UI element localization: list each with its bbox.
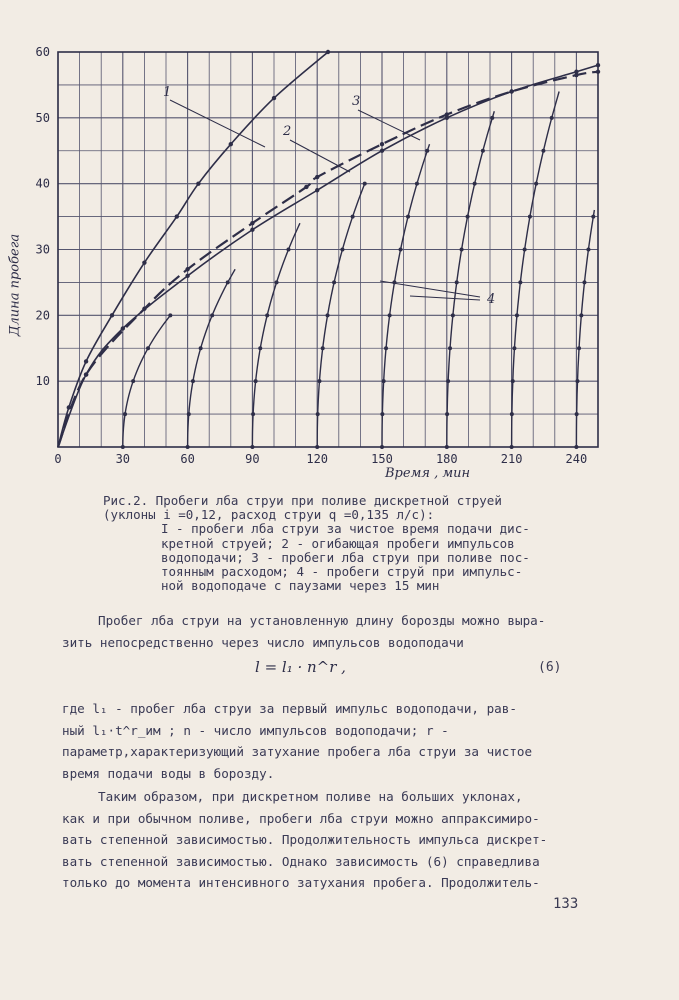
caption-line: (уклоны i =0,12, расход струи q =0,135 л/с): — [103, 507, 435, 523]
series-point-1 — [326, 50, 330, 54]
x-tick-label: 90 — [245, 452, 260, 466]
pulse-point — [586, 248, 590, 252]
pulse-point — [388, 313, 392, 317]
pulse-point — [286, 248, 290, 252]
pulse-point — [446, 379, 450, 383]
pulse-point — [575, 379, 579, 383]
pulse-point — [210, 313, 214, 317]
curve-annotation: 1 — [163, 85, 172, 100]
pulse-point — [490, 116, 494, 120]
x-tick-label: 150 — [371, 452, 393, 466]
pulse-point — [510, 445, 514, 449]
pulse-point — [316, 412, 320, 416]
figure-caption — [103, 494, 573, 593]
pulse-point — [399, 248, 403, 252]
x-tick-label: 210 — [500, 452, 523, 466]
pulse-point — [382, 379, 386, 383]
pulse-curve — [512, 92, 560, 448]
series-point-1 — [196, 181, 200, 185]
series-point-2 — [185, 274, 189, 278]
caption-line: I - пробеги лба струи за чистое время подачи дис- — [161, 521, 530, 537]
pulse-point — [510, 412, 514, 416]
pulse-point — [451, 313, 455, 317]
pulse-point — [515, 313, 519, 317]
x-tick-label: 180 — [435, 452, 458, 466]
pulse-point — [579, 313, 583, 317]
annotation-leader — [380, 281, 480, 297]
series-point-3 — [315, 175, 319, 179]
pulse-point — [123, 412, 127, 416]
pulse-curve — [252, 223, 300, 447]
pulse-point — [199, 346, 203, 350]
caption-line: водоподачи; 3 - пробеги лба струи при поливе пос- — [161, 549, 530, 565]
series-point-3 — [509, 89, 513, 93]
x-tick-label: 60 — [180, 452, 195, 466]
y-axis-label: Длина пробега — [7, 233, 23, 337]
pulse-point — [275, 280, 279, 284]
pulse-point — [448, 346, 452, 350]
pulse-point — [591, 215, 595, 219]
series-point-3 — [304, 185, 308, 189]
pulse-point — [250, 445, 254, 449]
annotation-leader — [410, 296, 480, 300]
pulse-point — [466, 215, 470, 219]
y-tick-label: 60 — [35, 45, 50, 59]
series-point-2 — [596, 63, 600, 67]
x-tick-label: 0 — [54, 452, 62, 466]
curve-annotation: 2 — [283, 124, 292, 139]
y-tick-label: 20 — [35, 308, 50, 323]
pulse-point — [384, 346, 388, 350]
pulse-point — [445, 445, 449, 449]
series-point-3 — [250, 221, 254, 225]
pulse-point — [406, 215, 410, 219]
pulse-point — [460, 248, 464, 252]
equation-number: (6) — [538, 660, 562, 675]
caption-line: Рис.2. Пробеги лба струи при поливе дискретной струей — [103, 493, 502, 508]
curve-annotation: 4 — [487, 292, 496, 307]
pulse-point — [518, 280, 522, 284]
annotation-leader — [170, 100, 265, 147]
text-line: Таким образом, при дискретном поливе на больших уклонах, — [98, 789, 523, 804]
pulse-point — [528, 215, 532, 219]
pulse-point — [512, 346, 516, 350]
pulse-point — [226, 280, 230, 284]
caption-line: ной водоподаче с паузами через 15 мин — [161, 578, 440, 594]
x-tick-label: 240 — [565, 452, 588, 466]
series-line-2 — [58, 65, 598, 447]
series-point-1 — [142, 260, 146, 264]
series-point-3 — [84, 372, 88, 376]
series-point-3 — [185, 267, 189, 271]
caption-line: тоянным расходом; 4 - пробеги струй при импульс- — [161, 564, 523, 580]
pulse-point — [315, 445, 319, 449]
pulse-point — [534, 182, 538, 186]
series-point-2 — [121, 326, 125, 330]
paragraph-2 — [62, 698, 582, 784]
text-line: вать степенной зависимостью. Продолжительность импульса дискрет- — [62, 832, 548, 847]
pulse-point — [131, 379, 135, 383]
pulse-point — [146, 346, 150, 350]
x-tick-label: 120 — [306, 452, 329, 466]
pulse-point — [574, 445, 578, 449]
pulse-point — [541, 149, 545, 153]
pulse-point — [187, 412, 191, 416]
series-point-3 — [445, 112, 449, 116]
text-line: время подачи воды в борозду. — [62, 765, 275, 781]
pulse-point — [340, 248, 344, 252]
curve-annotation: 3 — [352, 94, 361, 109]
series-point-1 — [272, 96, 276, 100]
y-tick-label: 10 — [35, 374, 50, 389]
pulse-point — [473, 182, 477, 186]
text-line: как и при обычном поливе, пробеги лба струи можно аппраксимиро- — [62, 810, 540, 826]
pulse-curve — [382, 144, 430, 447]
pulse-point — [455, 280, 459, 284]
pulse-point — [363, 182, 367, 186]
series-point-2 — [380, 149, 384, 153]
formula: l = l₁ · n^r , — [255, 658, 346, 676]
series-point-2 — [250, 228, 254, 232]
pulse-point — [168, 313, 172, 317]
pulse-point — [415, 182, 419, 186]
y-tick-label: 40 — [35, 176, 50, 191]
pulse-curve — [576, 210, 594, 447]
pulse-point — [186, 445, 190, 449]
y-tick-label: 30 — [35, 242, 50, 257]
series-point-1 — [84, 359, 88, 363]
paragraph-3 — [62, 786, 582, 894]
runoff-chart — [0, 0, 679, 490]
text-line: зить непосредственно через число импульсов водоподачи — [62, 634, 464, 650]
pulse-point — [445, 412, 449, 416]
pulse-point — [577, 346, 581, 350]
page-number: 133 — [553, 896, 579, 912]
pulse-point — [380, 412, 384, 416]
x-axis-label: Время , мин — [385, 466, 471, 481]
caption-line: кретной струей; 2 - огибающая пробеги импульсов — [161, 535, 515, 551]
text-line: параметр,характеризующий затухание пробега лба струи за чистое — [62, 744, 533, 759]
pulse-curve — [188, 269, 236, 447]
pulse-point — [317, 379, 321, 383]
pulse-point — [332, 280, 336, 284]
pulse-point — [265, 313, 269, 317]
pulse-point — [251, 412, 255, 416]
series-line-3 — [58, 72, 598, 447]
series-point-1 — [110, 313, 114, 317]
series-point-1 — [175, 214, 179, 218]
series-point-3 — [574, 73, 578, 77]
pulse-point — [425, 149, 429, 153]
series-point-3 — [380, 142, 384, 146]
annotation-leader — [290, 140, 350, 172]
pulse-curve — [447, 111, 495, 447]
pulse-point — [321, 346, 325, 350]
pulse-point — [511, 379, 515, 383]
pulse-point — [380, 445, 384, 449]
text-line: где l₁ - пробег лба струи за первый импульс водоподачи, рав- — [62, 701, 517, 716]
text-line: только до момента интенсивного затухания пробега. Продолжитель- — [62, 875, 540, 890]
annotation-leader — [358, 110, 420, 140]
pulse-point — [582, 280, 586, 284]
pulse-point — [523, 248, 527, 252]
series-point-3 — [596, 70, 600, 74]
pulse-point — [191, 379, 195, 383]
pulse-point — [254, 379, 258, 383]
pulse-point — [550, 116, 554, 120]
pulse-point — [121, 445, 125, 449]
x-tick-label: 30 — [115, 452, 131, 466]
pulse-point — [481, 149, 485, 153]
pulse-point — [258, 346, 262, 350]
pulse-point — [351, 215, 355, 219]
text-line: вать степенной зависимостью. Однако зависимость (6) справедлива — [62, 853, 540, 869]
text-line: Пробег лба струи на установленную длину борозды можно выра- — [98, 613, 546, 628]
text-line: ный l₁·t^r_им ; n - число импульсов водоподачи; r - — [62, 722, 449, 738]
series-point-3 — [142, 307, 146, 311]
series-point-1 — [229, 142, 233, 146]
paragraph-1 — [62, 610, 582, 653]
pulse-point — [326, 313, 330, 317]
y-tick-label: 50 — [35, 110, 50, 125]
pulse-point — [575, 412, 579, 416]
series-point-2 — [315, 188, 319, 192]
y-axis-label-wrap — [2, 190, 28, 380]
